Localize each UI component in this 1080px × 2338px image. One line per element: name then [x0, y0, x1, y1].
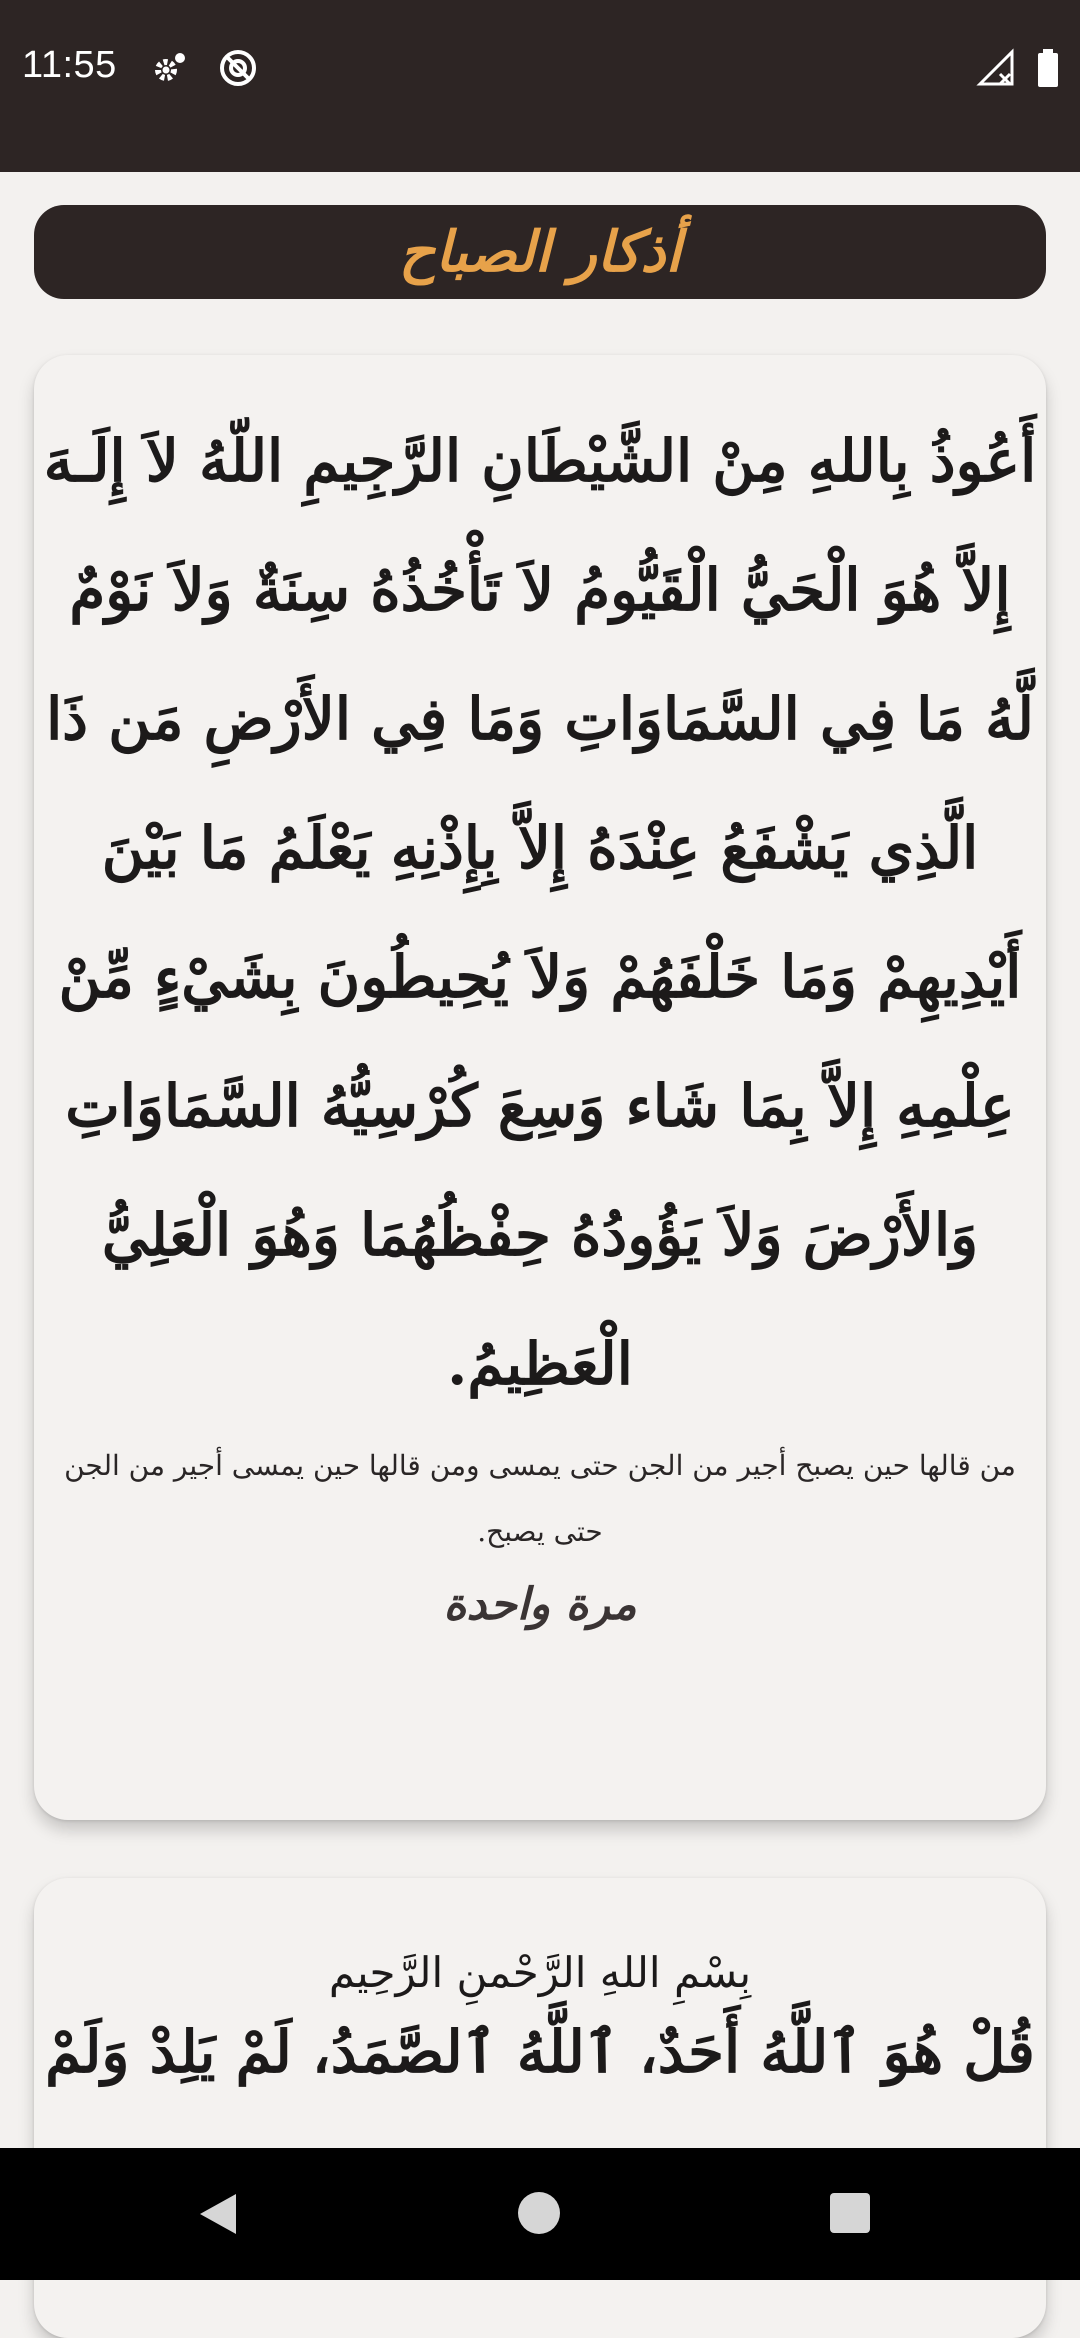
dhikr-virtue: من قالها حين يصبح أجير من الجن حتى يمسى ومن قالها حين يمسى أجير من الجن حتى يصبح.: [64, 1449, 1016, 1548]
status-left-icons: [150, 48, 258, 92]
back-icon[interactable]: [198, 2192, 238, 2240]
page-title-bar: [34, 205, 1046, 299]
navigation-bar: [0, 2148, 1080, 2280]
dhikr-count: مرة واحدة: [443, 1579, 637, 1630]
signal-off-icon: [976, 48, 1016, 92]
settings-gear-icon: [150, 48, 190, 92]
do-not-disturb-icon: [218, 48, 258, 92]
page-title: أذكار الصباح: [398, 219, 682, 285]
dhikr-card[interactable]: [34, 355, 1046, 1820]
recents-icon[interactable]: [830, 2193, 870, 2233]
dhikr-text: قُلْ هُوَ ٱللَّهُ أَحَدٌ، ٱللَّهُ ٱلصَّمَدُ، لَمْ يَلِدْ وَلَمْ: [45, 2018, 1035, 2086]
status-time: 11:55: [22, 44, 117, 86]
home-icon[interactable]: [518, 2192, 560, 2234]
battery-icon: [1036, 48, 1060, 92]
dhikr-basmala: بِسْمِ اللهِ الرَّحْمنِ الرَّحِيم: [328, 1948, 752, 1997]
status-bar: [0, 0, 1080, 172]
dhikr-text: أَعُوذُ بِاللهِ مِنْ الشَّيْطَانِ الرَّجِيمِ اللّهُ لاَ إِلَـهَ إِلاَّ هُوَ الْحَيُّ الْقَيُّومُ لاَ تَأْخُذُهُ سِنَةٌ وَلاَ نَوْمٌ لَّهُ مَا فِي السَّمَاوَاتِ وَمَا فِي الأَرْضِ مَن ذَا الَّذِي يَشْفَعُ عِنْدَهُ إِلاَّ بِإِذْنِهِ يَعْلَمُ مَا بَيْنَ أَيْدِيهِمْ وَمَا خَلْفَهُمْ وَلاَ يُحِيطُونَ بِشَيْءٍ مِّنْ عِلْمِهِ إِلاَّ بِمَا شَاء وَسِعَ كُرْسِيُّهُ السَّمَاوَاتِ وَالأَرْضَ وَلاَ يَؤُودُهُ حِفْظُهُمَا وَهُوَ الْعَلِيُّ الْعَظِيمُ.: [43, 427, 1037, 1398]
status-right-icons: [976, 48, 1060, 92]
